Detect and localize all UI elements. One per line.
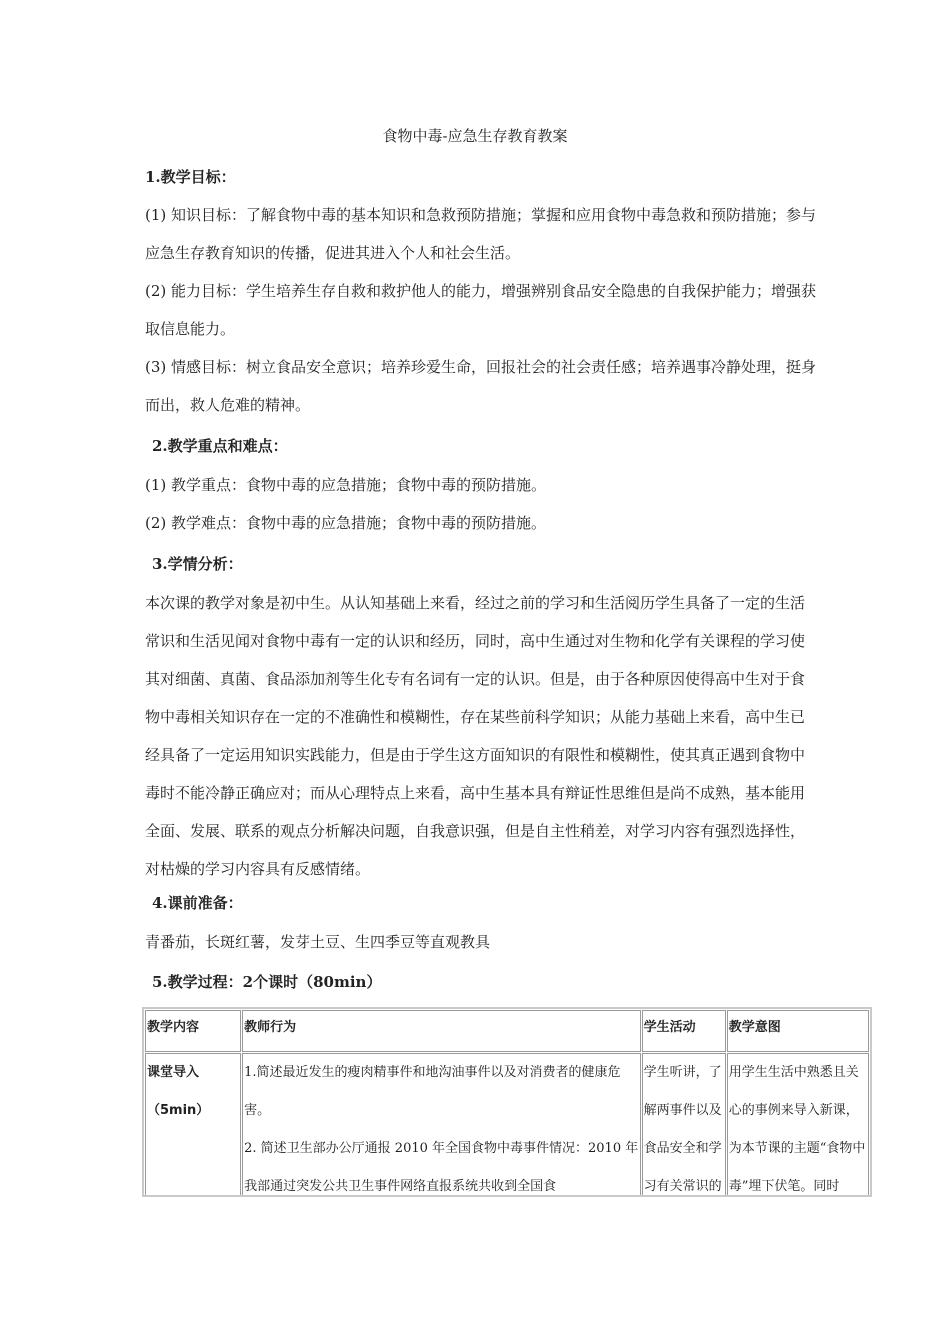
header-intent: 教学意图 — [727, 1010, 869, 1052]
document-title: 食物中毒-应急生存教育教案 — [382, 127, 568, 145]
objectives-list — [145, 196, 817, 424]
header-content: 教学内容 — [145, 1010, 241, 1052]
cell-student: 学生听讲，了解两事件以及食品安全和学习有关常识的 — [642, 1053, 726, 1197]
teaching-process-table — [142, 1007, 872, 1197]
preparation-text: 青番茄，长斑红薯，发芽土豆、生四季豆等直观教具 — [145, 933, 491, 951]
section-heading-objectives: 1.教学目标： — [145, 168, 236, 186]
teacher-action-1: 1.简述最近发生的瘦肉精事件和地沟油事件以及对消费者的健康危害。 — [244, 1065, 621, 1118]
objective-knowledge: (1) 知识目标：了解食物中毒的基本知识和急救预防措施；掌握和应用食物中毒急救和预防措施；参与应急生存教育知识的传播，促进其进入个人和社会生活。 — [145, 206, 817, 262]
objective-ability: (2) 能力目标：学生培养生存自救和救护他人的能力，增强辨别食品安全隐患的自我保护能力；增强获取信息能力。 — [145, 282, 817, 338]
key-point-focus: (1) 教学重点：食物中毒的应急措施；食物中毒的预防措施。 — [145, 476, 547, 494]
section-heading-preparation: 4.课前准备： — [152, 894, 243, 912]
section-heading-process: 5.教学过程：2个课时（80min） — [152, 973, 382, 991]
section-heading-key-points: 2.教学重点和难点： — [152, 437, 288, 455]
key-point-difficulty: (2) 教学难点：食物中毒的应急措施；食物中毒的预防措施。 — [145, 514, 547, 532]
teacher-action-2: 2. 简述卫生部办公厅通报 2010 年全国食物中毒事件情况：2010 年我部通过突发公共卫生事件网络直报系统共收到全国食 — [244, 1141, 639, 1194]
header-teacher: 教师行为 — [242, 1010, 641, 1052]
objective-emotion: (3) 情感目标：树立食品安全意识；培养珍爱生命，回报社会的社会责任感；培养遇事冷静处理，挺身而出，救人危难的精神。 — [145, 358, 817, 414]
key-points-list — [145, 466, 817, 542]
section-heading-analysis: 3.学情分析： — [152, 555, 243, 573]
header-student: 学生活动 — [642, 1010, 726, 1052]
cell-teacher — [242, 1053, 641, 1197]
cell-intent: 用学生生活中熟悉且关心的事例来导入新课，为本节课的主题“食物中毒”埋下伏笔。同时 — [727, 1053, 869, 1197]
content-label: 课堂导入 — [147, 1065, 200, 1080]
table-row — [145, 1053, 869, 1197]
student-analysis-text: 本次课的教学对象是初中生。从认知基础上来看，经过之前的学习和生活阅历学生具备了一定的生活常识和生活见闻对食物中毒有一定的认识和经历，同时，高中生通过对生物和化学有关课程的学习使其对细菌、真菌、食品添加剂等生化专有名词有一定的认识。但是，由于各种原因使得高中生对于食物中毒相关知识存在一定的不准确性和模糊性，存在某些前科学知识；从能力基础上来看，高中生已经具备了一定运用知识实践能力，但是由于学生这方面知识的有限性和模糊性，使其真正遇到食物中毒时不能冷静正确应对；而从心理特点上来看，高中生基本具有辩证性思维但是尚不成熟，基本能用全面、发展、联系的观点分析解决问题，自我意识强，但是自主性稍差，对学习内容有强烈选择性，对枯燥的学习内容具有反感情绪。 — [145, 594, 806, 878]
table-header-row — [145, 1010, 869, 1052]
content-time: （5min） — [147, 1103, 210, 1118]
cell-content — [145, 1053, 241, 1197]
